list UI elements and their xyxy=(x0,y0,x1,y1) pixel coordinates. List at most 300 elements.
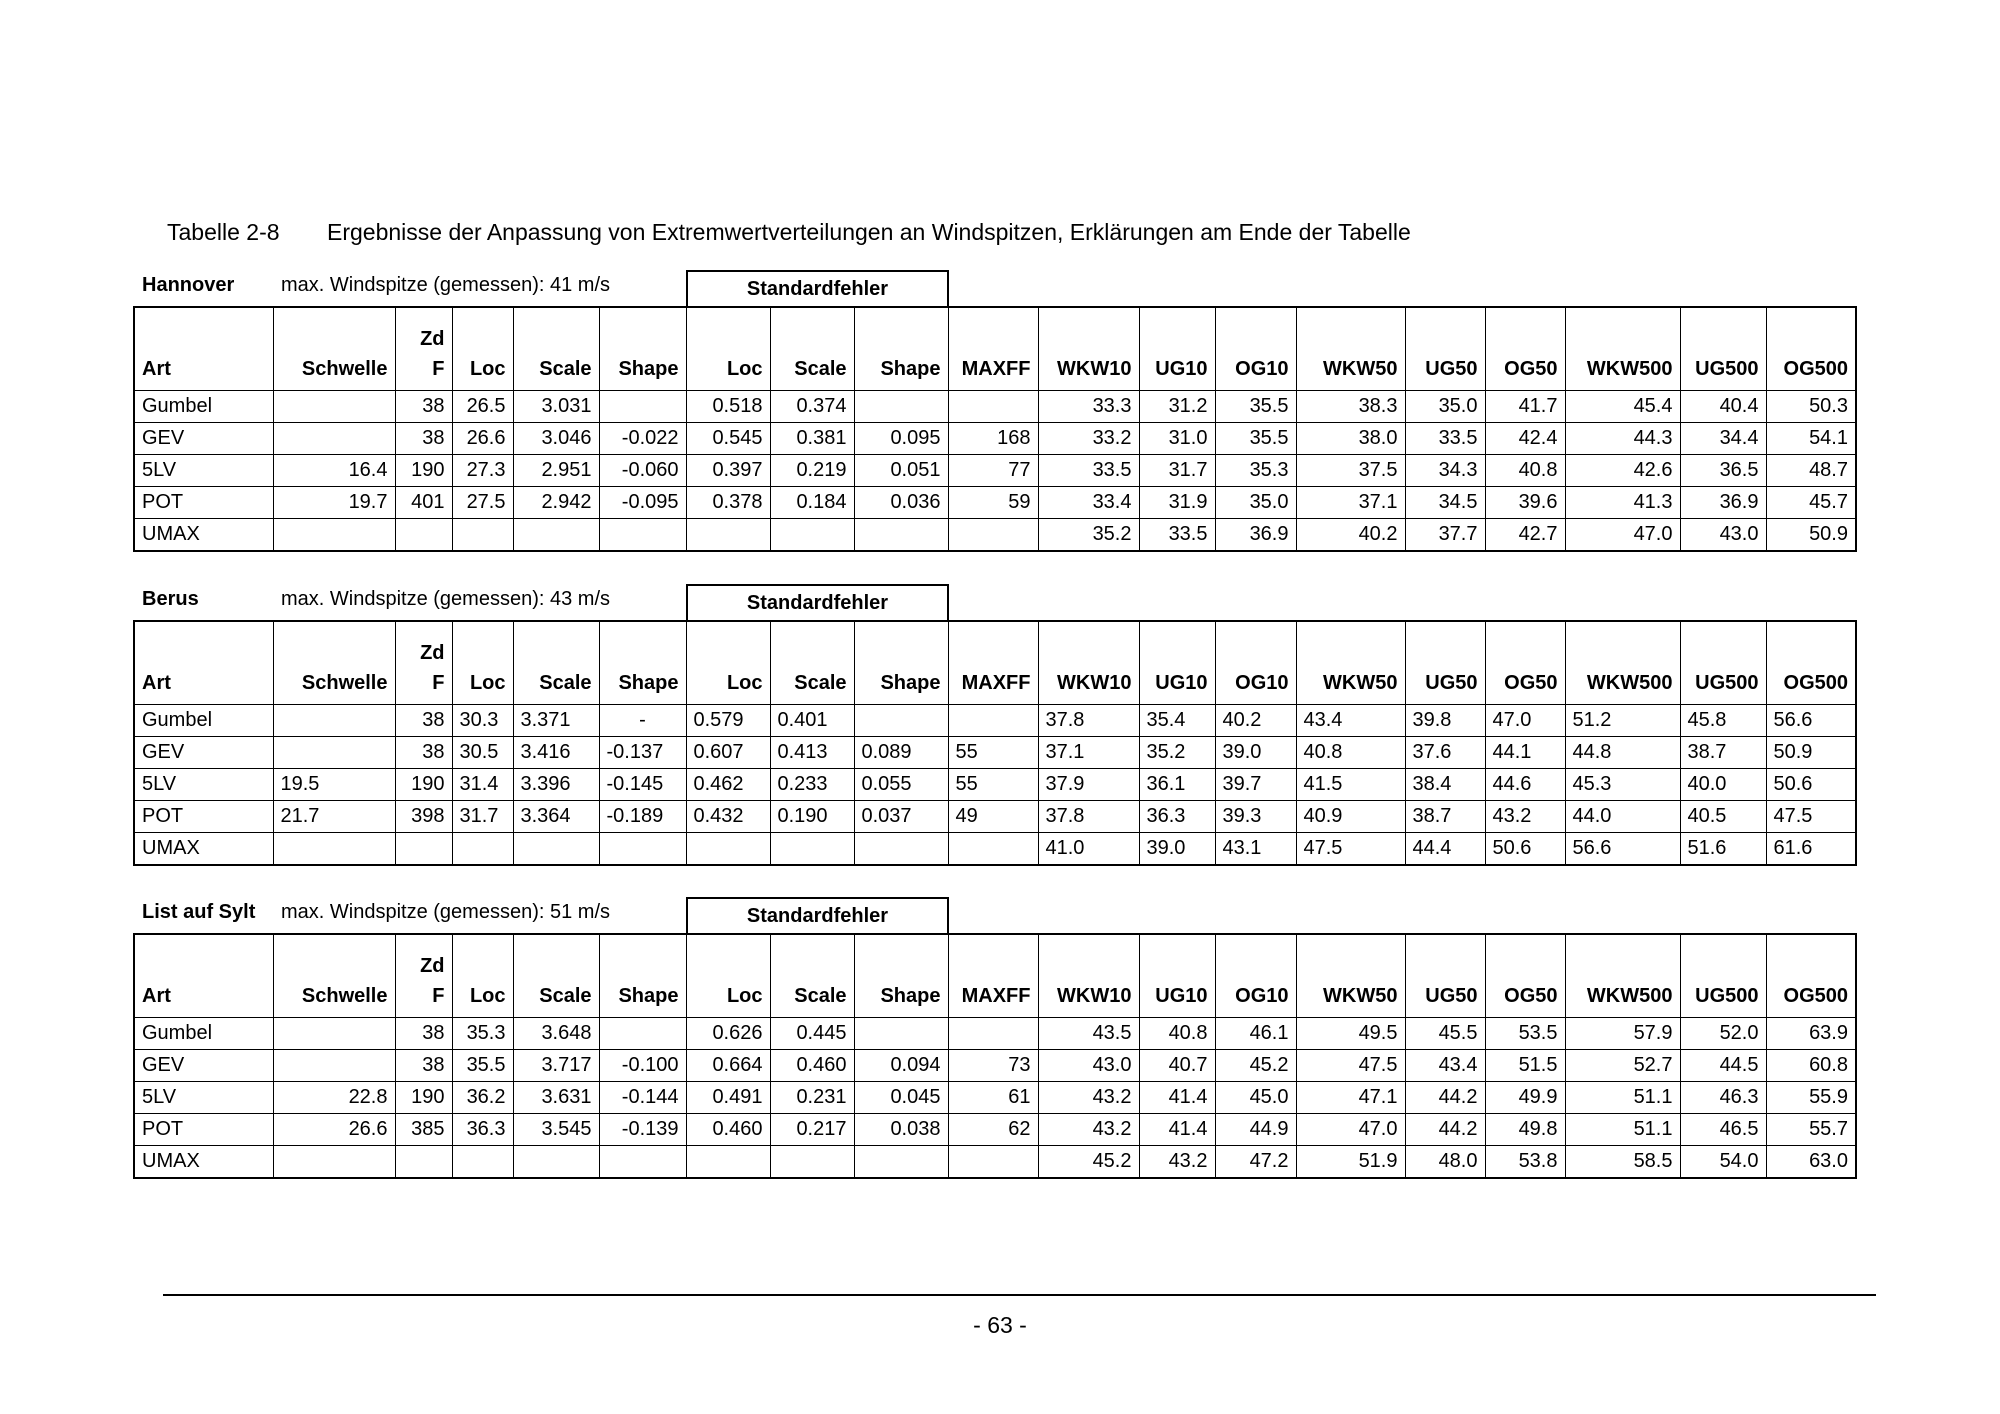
table-cell: 0.184 xyxy=(770,487,854,519)
table-cell: -0.144 xyxy=(599,1082,686,1114)
table-cell xyxy=(452,833,513,866)
table-cell: 0.460 xyxy=(770,1050,854,1082)
table-cell: 43.0 xyxy=(1038,1050,1139,1082)
table-cell: 3.031 xyxy=(513,391,599,423)
table-cell: 45.2 xyxy=(1038,1146,1139,1179)
table-cell: 47.1 xyxy=(1296,1082,1405,1114)
table-cell: 38.0 xyxy=(1296,423,1405,455)
table-cell: 37.1 xyxy=(1296,487,1405,519)
table-cell: 50.9 xyxy=(1766,737,1856,769)
table-cell: 45.4 xyxy=(1565,391,1680,423)
table-cell: 33.5 xyxy=(1038,455,1139,487)
table-cell: 58.5 xyxy=(1565,1146,1680,1179)
page-number: - 63 - xyxy=(973,1312,1027,1338)
table-cell xyxy=(599,519,686,552)
column-header-f: F xyxy=(432,985,445,1007)
table-cell: 36.1 xyxy=(1139,769,1215,801)
table-cell: 0.518 xyxy=(686,391,770,423)
table-cell: 190 xyxy=(395,455,452,487)
table-cell: 3.717 xyxy=(513,1050,599,1082)
table-cell: 37.7 xyxy=(1405,519,1485,552)
table-cell: 0.190 xyxy=(770,801,854,833)
table-cell: 44.0 xyxy=(1565,801,1680,833)
table-cell: 55.9 xyxy=(1766,1082,1856,1114)
table-cell: 27.3 xyxy=(452,455,513,487)
table-cell: 41.5 xyxy=(1296,769,1405,801)
table-cell xyxy=(686,833,770,866)
standard-error-header: Standardfehler xyxy=(686,584,949,620)
table-caption xyxy=(167,219,1411,246)
table-cell xyxy=(599,833,686,866)
table-cell xyxy=(686,519,770,552)
table-cell: 38 xyxy=(395,1050,452,1082)
column-header: Shape xyxy=(854,307,948,391)
max-gust-measured: max. Windspitze (gemessen): 41 m/s xyxy=(281,274,610,296)
table-cell: 40.8 xyxy=(1296,737,1405,769)
table-cell: 16.4 xyxy=(273,455,395,487)
table-cell: 31.4 xyxy=(452,769,513,801)
table-row xyxy=(134,1146,1856,1179)
table-cell: 26.6 xyxy=(452,423,513,455)
table-cell: 63.9 xyxy=(1766,1018,1856,1050)
table-cell: 42.6 xyxy=(1565,455,1680,487)
table-cell: 43.0 xyxy=(1680,519,1766,552)
table-cell xyxy=(273,833,395,866)
column-header-zd: Zd xyxy=(420,955,445,977)
table-cell: 49.8 xyxy=(1485,1114,1565,1146)
table-cell: 55 xyxy=(948,769,1038,801)
column-header: OG500 xyxy=(1766,307,1856,391)
table-cell: 31.2 xyxy=(1139,391,1215,423)
table-cell: 35.3 xyxy=(452,1018,513,1050)
column-header: Scale xyxy=(513,934,599,1018)
table-cell xyxy=(599,1146,686,1179)
table-cell: -0.189 xyxy=(599,801,686,833)
standard-error-header: Standardfehler xyxy=(686,897,949,933)
column-header: Schwelle xyxy=(273,621,395,705)
table-cell xyxy=(854,1146,948,1179)
table-cell: 3.364 xyxy=(513,801,599,833)
table-cell: POT xyxy=(134,487,273,519)
max-gust-measured: max. Windspitze (gemessen): 43 m/s xyxy=(281,588,610,610)
table-row xyxy=(134,391,1856,423)
table-cell: 35.2 xyxy=(1139,737,1215,769)
table-cell: 44.2 xyxy=(1405,1114,1485,1146)
table-cell: 34.4 xyxy=(1680,423,1766,455)
table-cell: 0.217 xyxy=(770,1114,854,1146)
table-cell xyxy=(948,705,1038,737)
table-cell xyxy=(273,391,395,423)
table-cell: 45.8 xyxy=(1680,705,1766,737)
column-header: MAXFF xyxy=(948,307,1038,391)
table-cell: 35.0 xyxy=(1215,487,1296,519)
table-cell: 43.1 xyxy=(1215,833,1296,866)
column-header: Loc xyxy=(686,934,770,1018)
caption-label: Tabelle 2-8 xyxy=(167,219,280,245)
station-block xyxy=(133,584,1855,866)
table-cell xyxy=(854,705,948,737)
table-cell: 190 xyxy=(395,769,452,801)
station-name: Berus xyxy=(142,588,199,610)
table-cell: 56.6 xyxy=(1766,705,1856,737)
table-cell: 0.445 xyxy=(770,1018,854,1050)
column-header: Loc xyxy=(452,621,513,705)
table-cell: 44.2 xyxy=(1405,1082,1485,1114)
table-cell: 36.3 xyxy=(1139,801,1215,833)
table-cell: 36.5 xyxy=(1680,455,1766,487)
column-header: OG50 xyxy=(1485,934,1565,1018)
table-cell: -0.100 xyxy=(599,1050,686,1082)
column-header: UG10 xyxy=(1139,934,1215,1018)
header-row xyxy=(134,307,1856,391)
table-cell: 44.6 xyxy=(1485,769,1565,801)
table-cell: 31.0 xyxy=(1139,423,1215,455)
table-cell: 52.7 xyxy=(1565,1050,1680,1082)
column-header: OG10 xyxy=(1215,621,1296,705)
table-cell: 168 xyxy=(948,423,1038,455)
column-header xyxy=(395,934,452,1018)
table-cell: 0.219 xyxy=(770,455,854,487)
table-cell: 0.378 xyxy=(686,487,770,519)
table-cell xyxy=(273,1146,395,1179)
table-cell: 35.2 xyxy=(1038,519,1139,552)
table-cell: 47.0 xyxy=(1296,1114,1405,1146)
table-cell: 46.3 xyxy=(1680,1082,1766,1114)
table-cell: 41.7 xyxy=(1485,391,1565,423)
table-cell: 40.8 xyxy=(1485,455,1565,487)
table-cell: 37.9 xyxy=(1038,769,1139,801)
table-cell: 49.9 xyxy=(1485,1082,1565,1114)
table-cell: 33.5 xyxy=(1405,423,1485,455)
column-header: Art xyxy=(134,307,273,391)
table-cell: 41.3 xyxy=(1565,487,1680,519)
column-header: UG10 xyxy=(1139,621,1215,705)
table-cell: 47.5 xyxy=(1296,833,1405,866)
column-header: UG50 xyxy=(1405,934,1485,1018)
table-cell: 44.1 xyxy=(1485,737,1565,769)
column-header: OG50 xyxy=(1485,621,1565,705)
column-header: MAXFF xyxy=(948,934,1038,1018)
table-cell: 43.2 xyxy=(1485,801,1565,833)
table-cell: 36.9 xyxy=(1680,487,1766,519)
table-cell: 57.9 xyxy=(1565,1018,1680,1050)
table-cell: 48.0 xyxy=(1405,1146,1485,1179)
column-header: WKW500 xyxy=(1565,621,1680,705)
table-cell: 0.579 xyxy=(686,705,770,737)
table-cell: 41.0 xyxy=(1038,833,1139,866)
table-cell: GEV xyxy=(134,737,273,769)
station-block xyxy=(133,270,1855,552)
table-cell: 39.0 xyxy=(1139,833,1215,866)
max-gust-measured: max. Windspitze (gemessen): 51 m/s xyxy=(281,901,610,923)
table-cell: 38 xyxy=(395,423,452,455)
table-cell xyxy=(513,1146,599,1179)
table-cell: 3.416 xyxy=(513,737,599,769)
column-header: OG500 xyxy=(1766,934,1856,1018)
column-header: Schwelle xyxy=(273,307,395,391)
table-cell: 0.036 xyxy=(854,487,948,519)
station-name: List auf Sylt xyxy=(142,901,256,923)
table-cell: 38 xyxy=(395,1018,452,1050)
table-cell: 21.7 xyxy=(273,801,395,833)
column-header: UG500 xyxy=(1680,621,1766,705)
table-cell: UMAX xyxy=(134,833,273,866)
table-cell xyxy=(395,519,452,552)
column-header xyxy=(395,621,452,705)
table-cell: 45.2 xyxy=(1215,1050,1296,1082)
station-name: Hannover xyxy=(142,274,235,296)
table-cell: 45.5 xyxy=(1405,1018,1485,1050)
table-cell: 50.3 xyxy=(1766,391,1856,423)
table-cell: 45.7 xyxy=(1766,487,1856,519)
table-cell: 0.231 xyxy=(770,1082,854,1114)
table-cell: 40.9 xyxy=(1296,801,1405,833)
column-header: UG10 xyxy=(1139,307,1215,391)
table-cell: 45.3 xyxy=(1565,769,1680,801)
table-cell: 31.7 xyxy=(1139,455,1215,487)
table-cell: 0.545 xyxy=(686,423,770,455)
table-cell: 47.5 xyxy=(1766,801,1856,833)
table-cell xyxy=(948,519,1038,552)
table-cell: 38.7 xyxy=(1680,737,1766,769)
table-cell: 34.5 xyxy=(1405,487,1485,519)
table-cell: 0.462 xyxy=(686,769,770,801)
table-cell xyxy=(948,1146,1038,1179)
table-cell: 0.401 xyxy=(770,705,854,737)
table-cell: UMAX xyxy=(134,519,273,552)
table-cell xyxy=(273,1050,395,1082)
table-cell: 51.2 xyxy=(1565,705,1680,737)
table-cell: 0.626 xyxy=(686,1018,770,1050)
table-cell: 0.460 xyxy=(686,1114,770,1146)
table-cell: 34.3 xyxy=(1405,455,1485,487)
table-cell: 3.046 xyxy=(513,423,599,455)
table-cell xyxy=(948,833,1038,866)
table-cell: 41.4 xyxy=(1139,1082,1215,1114)
table-cell: 49 xyxy=(948,801,1038,833)
column-header: Art xyxy=(134,621,273,705)
table-cell: 43.2 xyxy=(1139,1146,1215,1179)
table-cell: 0.051 xyxy=(854,455,948,487)
table-cell: 44.3 xyxy=(1565,423,1680,455)
table-cell: 22.8 xyxy=(273,1082,395,1114)
table-cell: 43.5 xyxy=(1038,1018,1139,1050)
table-cell: 5LV xyxy=(134,769,273,801)
table-cell xyxy=(273,737,395,769)
table-cell: 35.5 xyxy=(1215,391,1296,423)
standard-error-header: Standardfehler xyxy=(686,270,949,306)
table-cell: 47.0 xyxy=(1565,519,1680,552)
table-cell xyxy=(599,391,686,423)
caption-text: Ergebnisse der Anpassung von Extremwertverteilungen an Windspitzen, Erklärungen am Ende der Tabelle xyxy=(327,219,1411,245)
table-cell: POT xyxy=(134,801,273,833)
column-header: Shape xyxy=(599,621,686,705)
table-cell: 26.6 xyxy=(273,1114,395,1146)
table-cell: 37.1 xyxy=(1038,737,1139,769)
table-cell: 60.8 xyxy=(1766,1050,1856,1082)
table-cell: 39.7 xyxy=(1215,769,1296,801)
table-cell: 35.0 xyxy=(1405,391,1485,423)
table-cell: 3.371 xyxy=(513,705,599,737)
table-cell: 39.8 xyxy=(1405,705,1485,737)
column-header: WKW10 xyxy=(1038,621,1139,705)
table-cell: 27.5 xyxy=(452,487,513,519)
table-cell: 77 xyxy=(948,455,1038,487)
table-cell xyxy=(452,1146,513,1179)
column-header: OG50 xyxy=(1485,307,1565,391)
table-cell xyxy=(948,1018,1038,1050)
table-cell: 47.0 xyxy=(1485,705,1565,737)
table-cell: 35.3 xyxy=(1215,455,1296,487)
table-cell: -0.137 xyxy=(599,737,686,769)
table-cell: 41.4 xyxy=(1139,1114,1215,1146)
block-header xyxy=(133,897,1855,933)
table-cell xyxy=(770,1146,854,1179)
table-cell: 40.5 xyxy=(1680,801,1766,833)
table-cell: 39.0 xyxy=(1215,737,1296,769)
column-header: Loc xyxy=(452,934,513,1018)
column-header: MAXFF xyxy=(948,621,1038,705)
column-header: WKW50 xyxy=(1296,307,1405,391)
block-header xyxy=(133,584,1855,620)
table-cell: 43.2 xyxy=(1038,1082,1139,1114)
table-cell: 0.233 xyxy=(770,769,854,801)
column-header: WKW50 xyxy=(1296,934,1405,1018)
table-cell: 31.7 xyxy=(452,801,513,833)
table-cell: 0.607 xyxy=(686,737,770,769)
table-cell: 46.5 xyxy=(1680,1114,1766,1146)
table-cell: -0.022 xyxy=(599,423,686,455)
table-cell: 5LV xyxy=(134,455,273,487)
table-cell: 19.5 xyxy=(273,769,395,801)
table-cell: 50.6 xyxy=(1485,833,1565,866)
table-cell xyxy=(273,519,395,552)
table-cell: 0.381 xyxy=(770,423,854,455)
column-header: Loc xyxy=(686,621,770,705)
table-cell: 47.5 xyxy=(1296,1050,1405,1082)
table-cell: 56.6 xyxy=(1565,833,1680,866)
table-cell: 62 xyxy=(948,1114,1038,1146)
column-header: UG50 xyxy=(1405,621,1485,705)
table-row xyxy=(134,833,1856,866)
table-cell: 51.9 xyxy=(1296,1146,1405,1179)
table-cell: 0.095 xyxy=(854,423,948,455)
table-cell: 37.6 xyxy=(1405,737,1485,769)
table-cell: 0.037 xyxy=(854,801,948,833)
table-cell: 40.2 xyxy=(1215,705,1296,737)
column-header: Shape xyxy=(599,934,686,1018)
table-cell: 61 xyxy=(948,1082,1038,1114)
table-cell xyxy=(948,391,1038,423)
table-cell: 39.3 xyxy=(1215,801,1296,833)
table-cell: 54.1 xyxy=(1766,423,1856,455)
table-cell: 3.631 xyxy=(513,1082,599,1114)
block-header xyxy=(133,270,1855,306)
table-cell: 42.4 xyxy=(1485,423,1565,455)
table-cell: 33.3 xyxy=(1038,391,1139,423)
table-cell: 43.4 xyxy=(1405,1050,1485,1082)
table-cell: 401 xyxy=(395,487,452,519)
table-cell: 38.4 xyxy=(1405,769,1485,801)
table-cell: 35.4 xyxy=(1139,705,1215,737)
table-cell: 40.2 xyxy=(1296,519,1405,552)
column-header: Scale xyxy=(513,621,599,705)
column-header-f: F xyxy=(432,672,445,694)
table-cell: 33.5 xyxy=(1139,519,1215,552)
table-cell: GEV xyxy=(134,1050,273,1082)
table-cell: 0.038 xyxy=(854,1114,948,1146)
column-header: OG500 xyxy=(1766,621,1856,705)
table-cell: 51.1 xyxy=(1565,1114,1680,1146)
results-table xyxy=(133,306,1857,552)
table-cell: -0.060 xyxy=(599,455,686,487)
column-header-zd: Zd xyxy=(420,328,445,350)
table-cell: 35.5 xyxy=(452,1050,513,1082)
table-cell: -0.139 xyxy=(599,1114,686,1146)
table-cell: 42.7 xyxy=(1485,519,1565,552)
column-header xyxy=(395,307,452,391)
table-cell: 0.397 xyxy=(686,455,770,487)
table-cell xyxy=(513,833,599,866)
table-row xyxy=(134,737,1856,769)
table-cell xyxy=(686,1146,770,1179)
column-header: WKW500 xyxy=(1565,307,1680,391)
table-row xyxy=(134,769,1856,801)
column-header: Art xyxy=(134,934,273,1018)
table-cell: 36.2 xyxy=(452,1082,513,1114)
table-cell: 38 xyxy=(395,391,452,423)
table-cell: -0.145 xyxy=(599,769,686,801)
table-cell: 45.0 xyxy=(1215,1082,1296,1114)
table-cell: 44.8 xyxy=(1565,737,1680,769)
table-cell: 63.0 xyxy=(1766,1146,1856,1179)
table-cell xyxy=(854,1018,948,1050)
table-cell xyxy=(770,833,854,866)
table-cell: 39.6 xyxy=(1485,487,1565,519)
table-cell: 73 xyxy=(948,1050,1038,1082)
table-cell: 0.374 xyxy=(770,391,854,423)
results-table xyxy=(133,620,1857,866)
table-row xyxy=(134,1114,1856,1146)
table-cell: 0.089 xyxy=(854,737,948,769)
table-cell xyxy=(395,1146,452,1179)
table-cell: 54.0 xyxy=(1680,1146,1766,1179)
table-cell xyxy=(273,423,395,455)
table-cell: 38.3 xyxy=(1296,391,1405,423)
table-cell: 2.951 xyxy=(513,455,599,487)
table-cell: 35.5 xyxy=(1215,423,1296,455)
table-cell: 40.4 xyxy=(1680,391,1766,423)
table-cell: 36.3 xyxy=(452,1114,513,1146)
column-header: UG500 xyxy=(1680,307,1766,391)
footer-divider xyxy=(163,1294,1876,1296)
table-cell: 385 xyxy=(395,1114,452,1146)
table-cell: 44.5 xyxy=(1680,1050,1766,1082)
table-cell: 0.413 xyxy=(770,737,854,769)
results-table xyxy=(133,933,1857,1179)
table-cell: 3.648 xyxy=(513,1018,599,1050)
table-cell: 50.9 xyxy=(1766,519,1856,552)
table-cell: Gumbel xyxy=(134,1018,273,1050)
table-cell xyxy=(395,833,452,866)
table-cell xyxy=(854,833,948,866)
column-header: Scale xyxy=(513,307,599,391)
table-cell: 31.9 xyxy=(1139,487,1215,519)
table-cell: 55 xyxy=(948,737,1038,769)
table-cell: 38 xyxy=(395,705,452,737)
table-cell: - xyxy=(599,705,686,737)
table-cell: POT xyxy=(134,1114,273,1146)
